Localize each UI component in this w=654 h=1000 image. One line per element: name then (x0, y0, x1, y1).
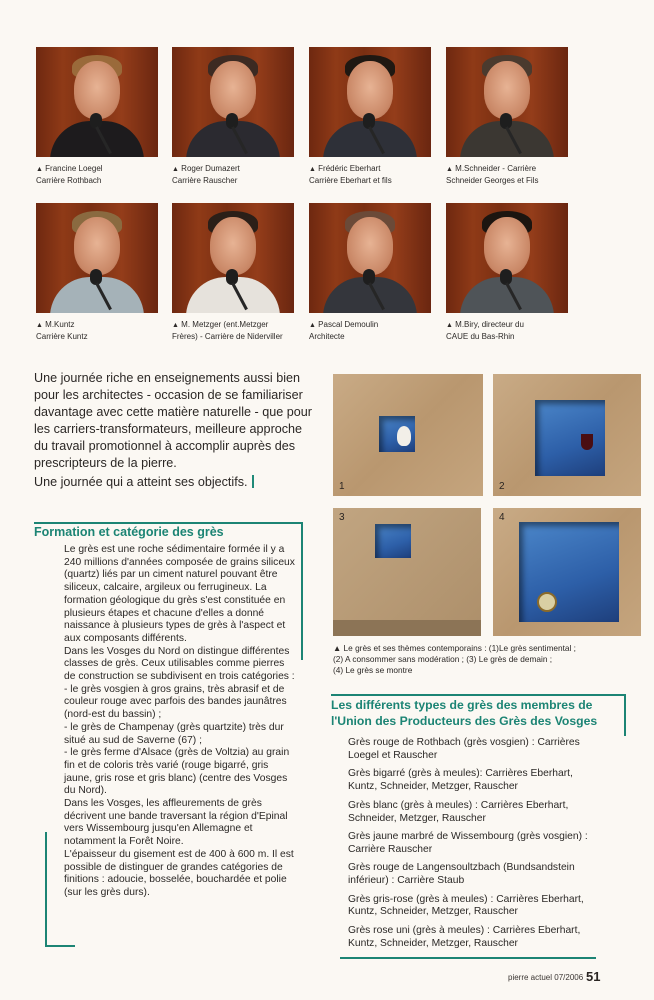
types-list (348, 737, 600, 956)
list-item: Grès bigarré (grès à meules): Carrières Eberhart, Kuntz, Schneider, Metzger, Rauscher (348, 768, 573, 793)
portrait-photo (172, 203, 294, 313)
microphone-icon (500, 113, 512, 129)
portrait-photo (446, 47, 568, 157)
list-item: Grès rose uni (grès à meules) : Carrières Eberhart, Kuntz, Schneider, Metzger, Rauscher (348, 924, 581, 949)
face (484, 61, 530, 119)
list-item: Grès rouge de Rothbach (grès vosgien) : Carrières Loegel et Rauscher (348, 737, 580, 761)
microphone-icon (363, 269, 375, 285)
microphone-icon (90, 113, 102, 129)
face (210, 61, 256, 119)
list-item: Grès blanc (grès à meules) : Carrières Eberhart, Schneider, Metzger, Rauscher (348, 799, 569, 824)
microphone-icon (226, 113, 238, 129)
photo-number: 3 (339, 512, 345, 523)
gallery-photo (493, 508, 641, 636)
list-item: Grès gris-rose (grès à meules) : Carrières Eberhart, Kuntz, Schneider, Metzger, Rauscher (348, 893, 584, 918)
end-mark (252, 475, 254, 488)
footer-magazine: pierre actuel 07/2006 (508, 973, 584, 982)
face (347, 61, 393, 119)
body-paragraph: Dans les Vosges, les affleurements de grès décrivent une bande traversant la région d'Epinal vers Wissembourg jusqu'en Allemagne et notamment la Forêt Noire. (64, 798, 288, 848)
portrait-caption (36, 320, 186, 342)
formation-body (64, 544, 296, 900)
photo-number: 1 (339, 481, 345, 492)
caption-name: M. Metzger (ent.Metzger (181, 320, 269, 329)
portrait-photo (36, 47, 158, 157)
face (484, 217, 530, 275)
types-title-line: Les différents types de grès des membres de (331, 698, 593, 712)
portrait-caption (172, 164, 322, 186)
portrait-caption (36, 164, 186, 186)
bird-figure (397, 426, 411, 446)
gallery-caption (333, 643, 633, 676)
stone-niche (535, 400, 605, 476)
portrait-photo (309, 47, 431, 157)
caption-name: M.Kuntz (45, 320, 75, 329)
gallery-photo (333, 374, 483, 496)
page-number: 51 (586, 969, 601, 984)
caption-name: Pascal Demoulin (318, 320, 379, 329)
shelf-edge (333, 620, 481, 636)
caption-role: Carrière Kuntz (36, 331, 88, 341)
list-item: Grès rouge de Langensoultzbach (Bundsandstein inférieur) : Carrière Staub (348, 862, 575, 887)
caption-role: Carrière Rauscher (172, 175, 238, 185)
lead-conclusion (34, 474, 319, 491)
caption-line: Le grès et ses thèmes contemporains : (1)Le grès sentimental ; (343, 643, 576, 653)
types-frame-bottom (340, 957, 596, 959)
body-paragraph: - le grès vosgien à gros grains, très abrasif et de couleur rouge avec parfois des bandes jaunâtres (nord-est du bassin) ; (64, 683, 287, 721)
lead-conclusion-text: Une journée qui a atteint ses objectifs. (34, 475, 248, 489)
portrait-photo (172, 47, 294, 157)
body-paragraph: L'épaisseur du gisement est de 400 à 600 m. Il est possible de distinguer de grandes catégories de finitions : adoucie, bosselée, bouchardée et polie (sur les grès durs). (64, 848, 294, 898)
face (74, 61, 120, 119)
caption-name: M.Biry, directeur du (455, 320, 524, 329)
caption-role: Frères) - Carrière de Niderviller (172, 331, 283, 341)
caption-role: Architecte (309, 331, 345, 341)
photo-number: 2 (499, 481, 505, 492)
caption-name: Frédéric Eberhart (318, 164, 381, 173)
portrait-caption (309, 164, 459, 186)
photo-number: 4 (499, 512, 505, 523)
caption-name: Francine Loegel (45, 164, 103, 173)
stone-niche (375, 524, 411, 558)
triangle-icon: ▲ (333, 643, 342, 653)
body-paragraph: - le grès ferme d'Alsace (grès de Voltzia) au grain fin et de coloris très varié (rouge bigarré, gris jaune, gris rose et gris blanc) (centre des Vosges du Nord). (64, 747, 290, 797)
caption-line: (2) A consommer sans modération ; (3) Le grès de demain ; (333, 654, 553, 664)
caption-role: Schneider Georges et Fils (446, 175, 539, 185)
portrait-caption (309, 320, 459, 342)
clock-object (537, 592, 557, 612)
face (74, 217, 120, 275)
caption-name: Roger Dumazert (181, 164, 240, 173)
gallery-photo (333, 508, 481, 636)
types-frame-top (331, 694, 626, 696)
triangle-icon: ▲ (36, 166, 43, 173)
microphone-icon (90, 269, 102, 285)
microphone-icon (226, 269, 238, 285)
triangle-icon: ▲ (446, 322, 453, 329)
triangle-icon: ▲ (36, 322, 43, 329)
triangle-icon: ▲ (309, 166, 316, 173)
caption-role: Carrière Eberhart et fils (309, 175, 392, 185)
triangle-icon: ▲ (172, 166, 179, 173)
triangle-icon: ▲ (446, 166, 453, 173)
gallery-photo (493, 374, 641, 496)
face (347, 217, 393, 275)
body-paragraph: - le grès de Champenay (grès quartzite) très dur situé au sud de Saverne (67) ; (64, 721, 284, 746)
portrait-photo (446, 203, 568, 313)
caption-role: CAUE du Bas-Rhin (446, 331, 515, 341)
section-frame-left (45, 832, 47, 947)
body-paragraph: Dans les Vosges du Nord on distingue différentes classes de grès. Ceux utilisables comme pierres de construction se subdivisent en trois catégories : (64, 645, 295, 683)
list-item: Grès jaune marbré de Wissembourg (grès vosgien) : Carrière Rauscher (348, 830, 588, 855)
portrait-caption (172, 320, 322, 342)
types-title-line: l'Union des Producteurs des Grès des Vosges (331, 714, 598, 728)
wine-glass (581, 434, 593, 450)
section-frame-right (301, 522, 303, 660)
section-frame-bottom (45, 945, 75, 947)
caption-name: M.Schneider - Carrière (455, 164, 537, 173)
microphone-icon (363, 113, 375, 129)
types-title (331, 697, 631, 729)
portrait-caption (446, 164, 596, 186)
stone-niche (519, 522, 619, 622)
portrait-photo (309, 203, 431, 313)
caption-role: Carrière Rothbach (36, 175, 102, 185)
lead-text: Une journée riche en enseignements aussi bien pour les architectes - occasion de se familiariser davantage avec cette matière naturelle - que pour les carriers-transformateurs, meilleure approche du travail promotionnel à accomplir auprès des prescripteurs de la pierre. (34, 371, 312, 470)
portrait-caption (446, 320, 596, 342)
triangle-icon: ▲ (309, 322, 316, 329)
formation-title: Formation et catégorie des grès (34, 525, 224, 539)
triangle-icon: ▲ (172, 322, 179, 329)
lead-paragraph (34, 370, 319, 493)
body-paragraph: Le grès est une roche sédimentaire formée il y a 240 millions d'années composée de grains siliceux (quartz) liés par un ciment naturel pouvant être siliceux, calcaire, argileux ou ferrugineux. La formation géologique du grès s'est constituée en plusieurs étapes et chacune d'elles a donné naissance à plusieurs types de grès à l'aspect et aux composants différents. (64, 544, 295, 644)
face (210, 217, 256, 275)
portrait-photo (36, 203, 158, 313)
microphone-icon (500, 269, 512, 285)
caption-line: (4) Le grès se montre (333, 665, 413, 675)
